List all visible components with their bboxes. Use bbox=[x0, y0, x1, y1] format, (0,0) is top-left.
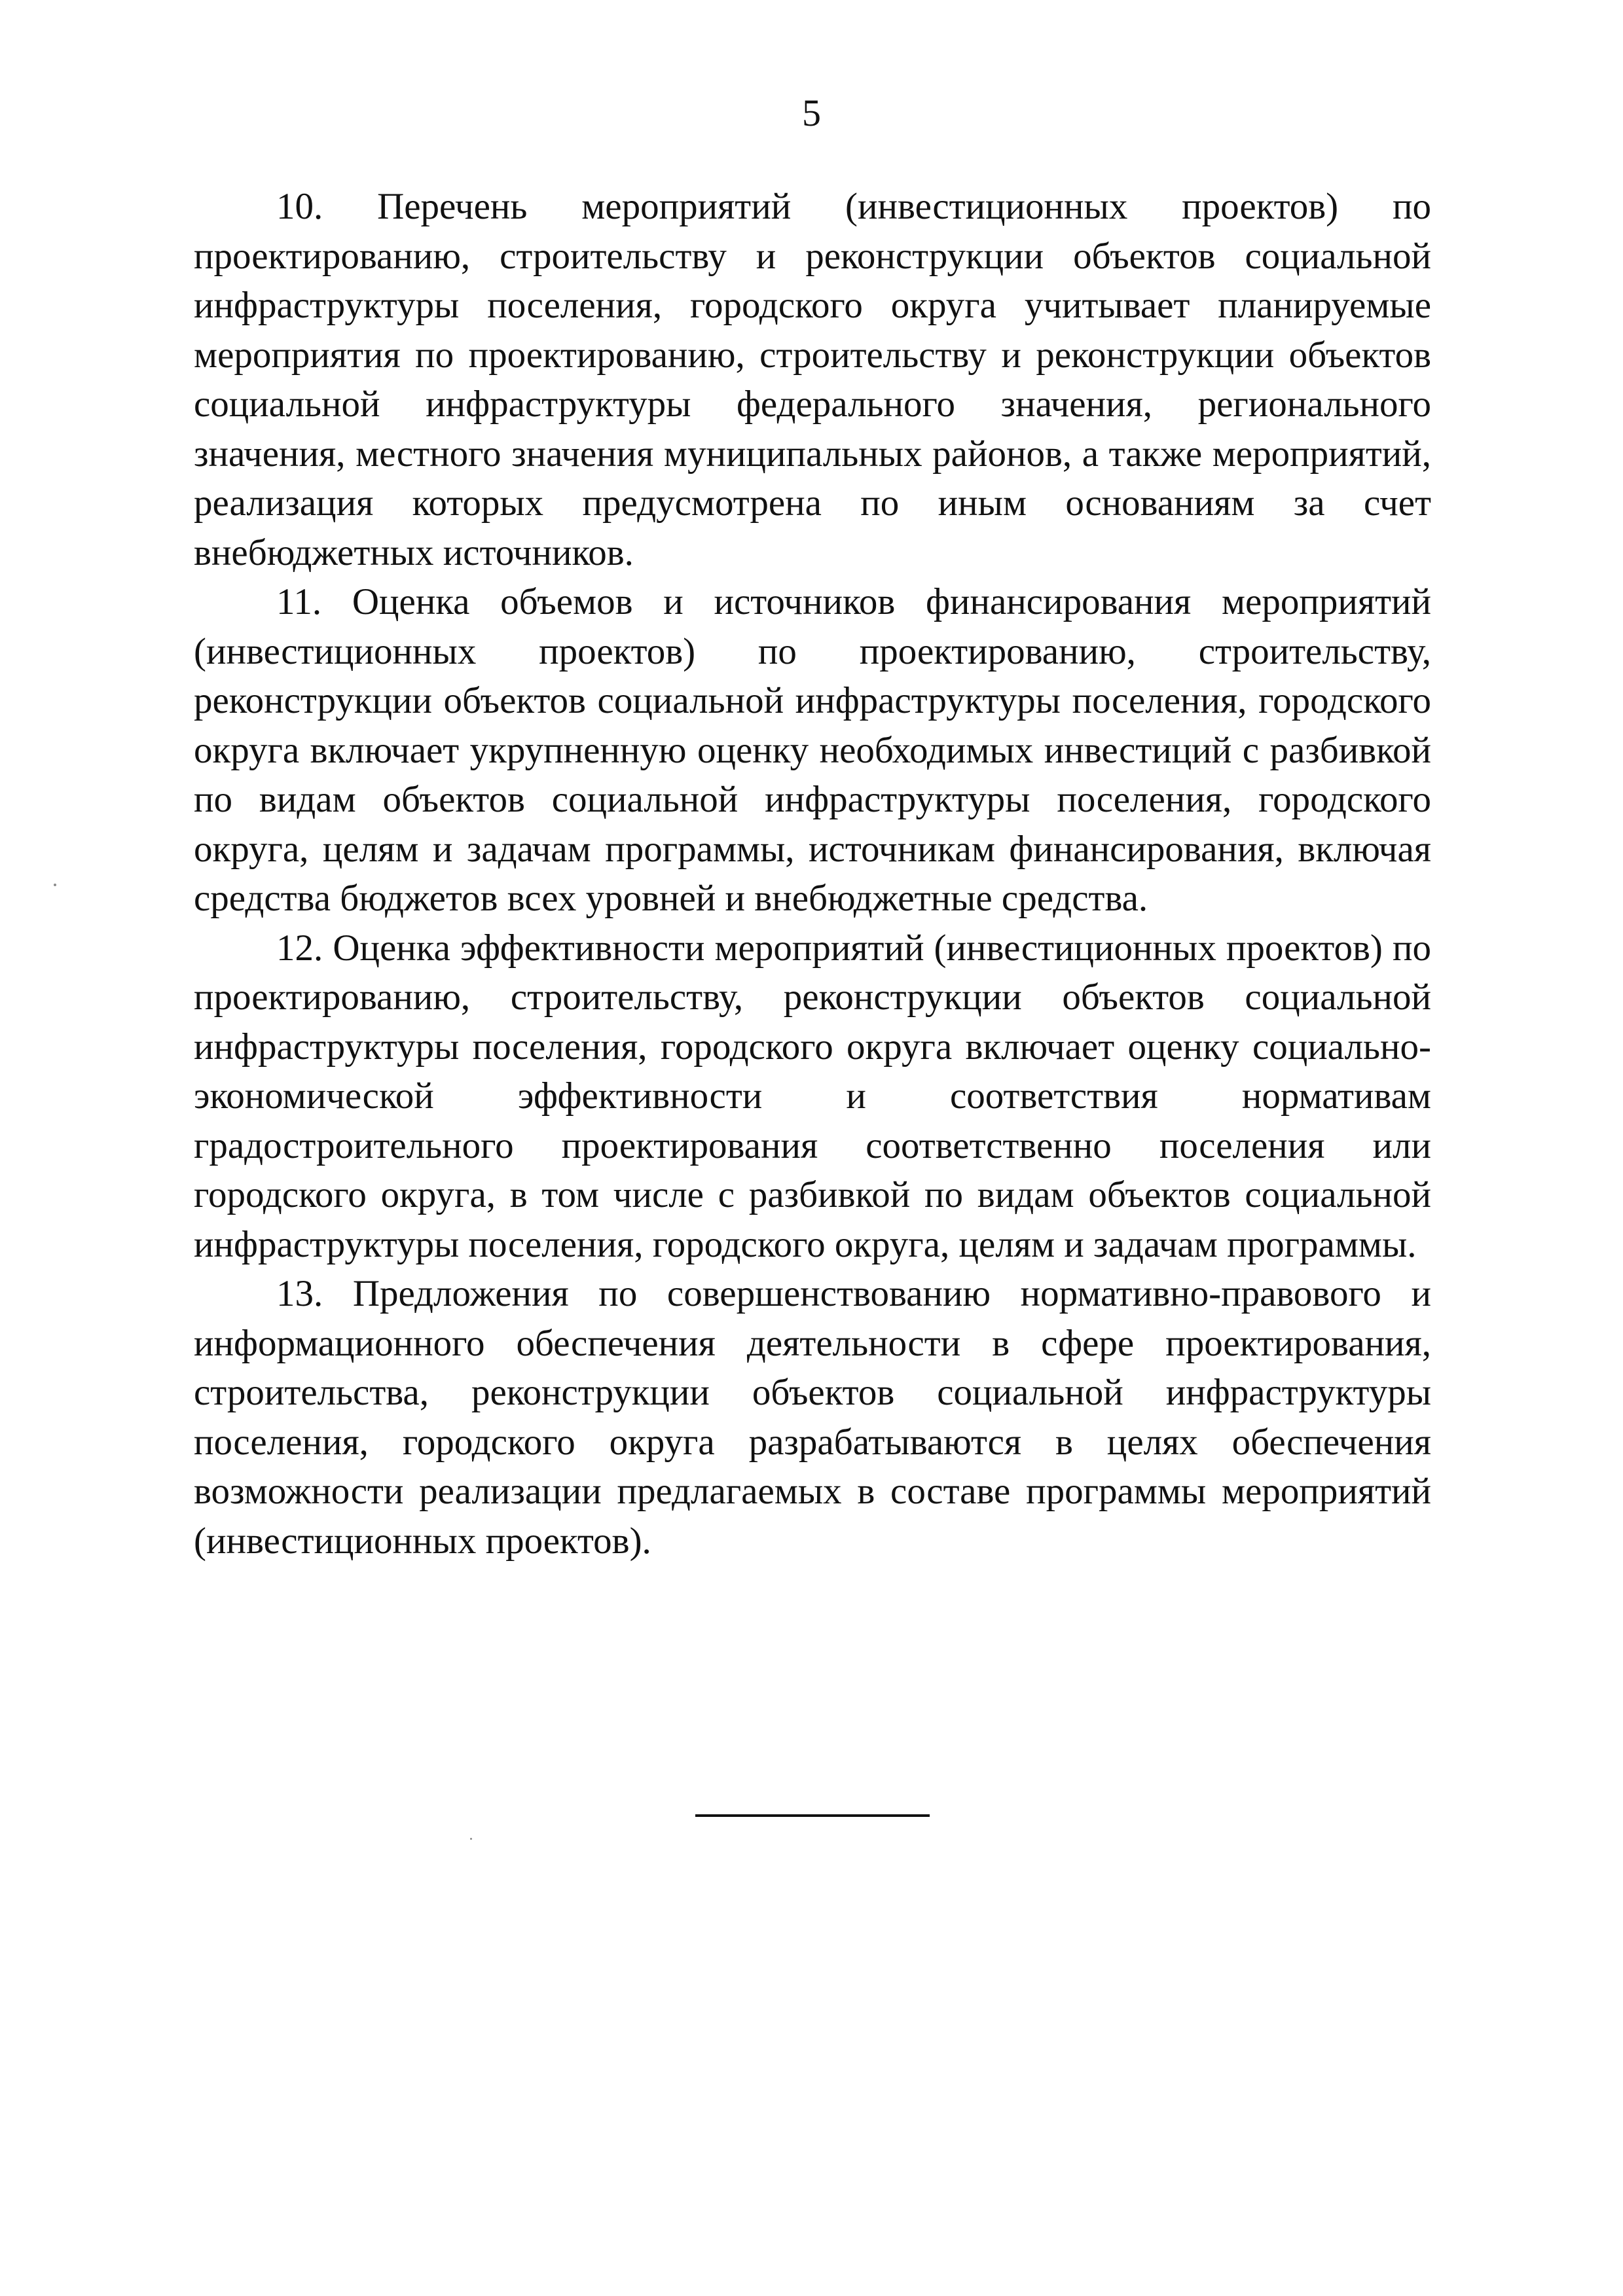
scan-speck bbox=[54, 884, 56, 886]
document-body bbox=[194, 182, 1431, 1566]
paragraph-13: 13. Предложения по совершенствованию нормативно-правового и информационного обеспечения деятельности в сфере проектирования, строительства, реконструкции объектов социальной инфраструктуры поселения, городского округа разрабатываются в целях обеспечения возможности реализации предлагаемых в составе программы мероприятий (инвестиционных проектов). bbox=[194, 1273, 1431, 1562]
paragraph-11: 11. Оценка объемов и источников финансирования мероприятий (инвестиционных проектов) по проектированию, строительству, реконструкции объектов социальной инфраструктуры поселения, городского округа включает укрупненную оценку необходимых инвестиций с разбивкой по видам объектов социальной инфраструктуры поселения, городского округа, целям и задачам программы, источникам финансирования, включая средства бюджетов всех уровней и внебюджетные средства. bbox=[194, 581, 1431, 919]
end-of-document-rule bbox=[695, 1814, 930, 1817]
paragraph-10: 10. Перечень мероприятий (инвестиционных проектов) по проектированию, строительству и реконструкции объектов социальной инфраструктуры поселения, городского округа учитывает планируемые мероприятия по проектированию, строительству и реконструкции объектов социальной инфраструктуры федерального значения, регионального значения, местного значения муниципальных районов, а также мероприятий, реализация которых предусмотрена по иным основаниям за счет внебюджетных источников. bbox=[194, 186, 1431, 573]
paragraph-12: 12. Оценка эффективности мероприятий (инвестиционных проектов) по проектированию, строительству, реконструкции объектов социальной инфраструктуры поселения, городского округа включает оценку социально-экономической эффективности и соответствия нормативам градостроительного проектирования соответственно поселения или городского округа, в том числе с разбивкой по видам объектов социальной инфраструктуры поселения, городского округа, целям и задачам программы. bbox=[194, 927, 1431, 1265]
page-number: 5 bbox=[802, 92, 821, 134]
scan-speck bbox=[470, 1838, 472, 1840]
